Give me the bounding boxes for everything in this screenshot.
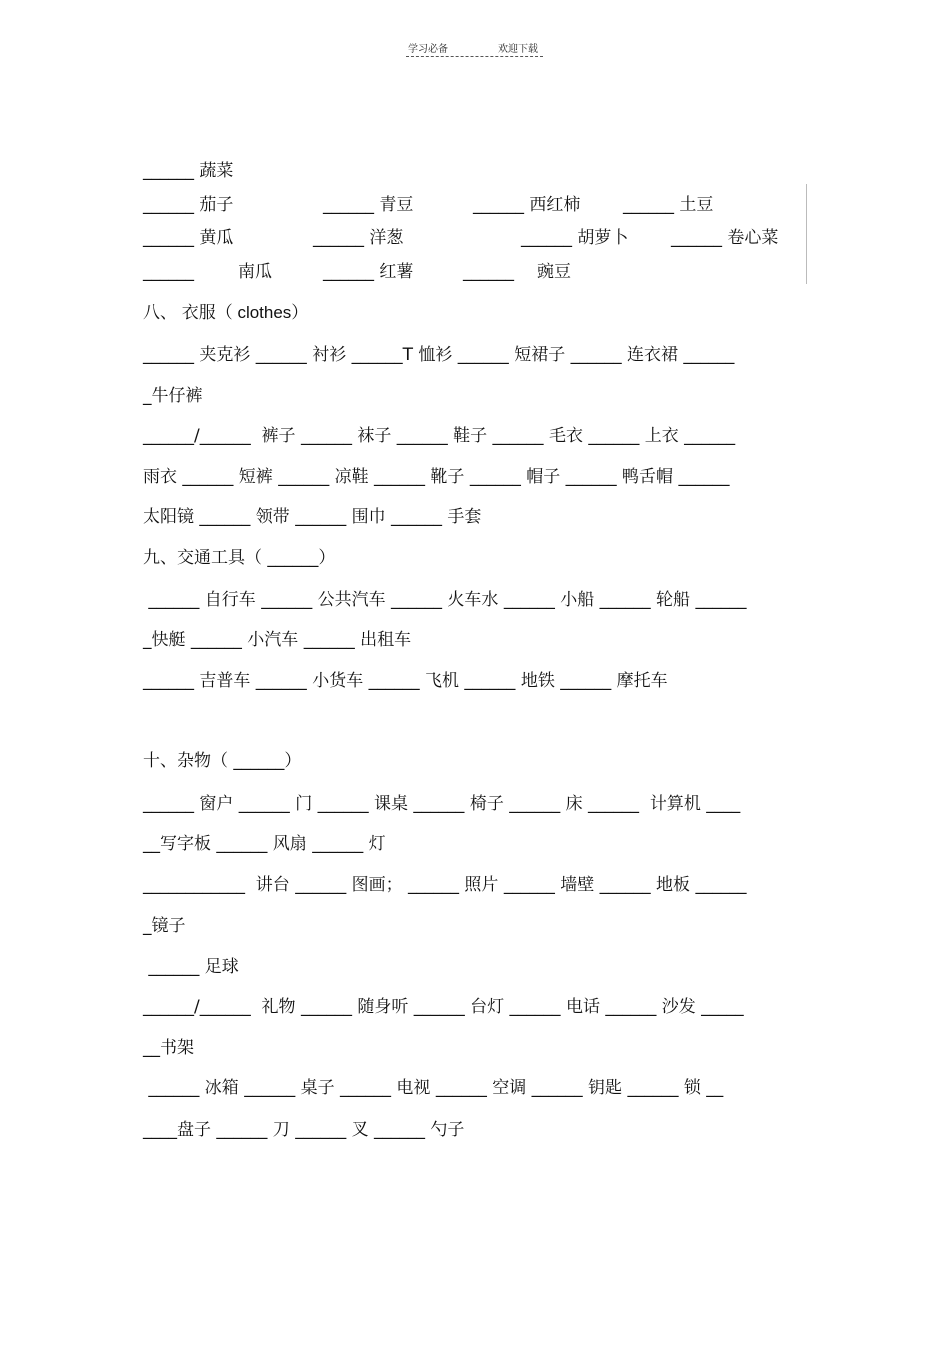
clothes-line: ______/______ 裤子 ______ 袜子 ______ 鞋子 ______ 毛衣 ______ 上衣 ______ [143, 426, 736, 446]
veg-blank: ______ [463, 262, 514, 282]
clothes-line: 雨衣 ______ 短裤 ______ 凉鞋 ______ 靴子 ______ 帽子 ______ 鸭舌帽 ______ [143, 467, 730, 487]
misc-line: ____盘子 ______ 刀 ______ 叉 ______ 勺子 [143, 1120, 465, 1140]
veg-item: ______ 洋葱 [313, 228, 404, 248]
veg-item: ______ 茄子 [143, 195, 234, 215]
misc-line: _镜子 [143, 916, 186, 936]
misc-line: ______ 冰箱 ______ 桌子 ______ 电视 ______ 空调 ______ 钥匙 ______ 锁 __ [143, 1078, 724, 1098]
veg-item: ______ 卷心菜 [671, 228, 779, 248]
misc-line: __写字板 ______ 风扇 ______ 灯 [143, 834, 386, 854]
clothes-line: ______ 夹克衫 ______ 衬衫 ______T 恤衫 ______ 短裙子 ______ 连衣裙 ______ [143, 345, 735, 365]
clothes-line: 太阳镜 ______ 领带 ______ 围巾 ______ 手套 [143, 507, 482, 527]
misc-line: __书架 [143, 1038, 194, 1058]
veg-item: ______ 土豆 [623, 195, 714, 215]
header-right-text: 欢迎下载 [498, 44, 538, 55]
header-left-text: 学习必备 [408, 44, 448, 55]
transport-line: _快艇 ______ 小汽车 ______ 出租车 [143, 630, 412, 650]
misc-line: ______/______ 礼物 ______ 随身听 ______ 台灯 ______ 电话 ______ 沙发 _____ [143, 997, 744, 1017]
clothes-line: _牛仔裤 [143, 386, 203, 406]
section-heading-clothes: 八、 衣服（ clothes） [143, 303, 309, 322]
section-heading-misc: 十、杂物（ ______） [143, 751, 302, 771]
veg-item: ______ 黄瓜 [143, 228, 234, 248]
veg-label: 南瓜 [238, 262, 272, 282]
misc-line: ____________ 讲台 ______ 图画； ______ 照片 ______ 墙壁 ______ 地板 ______ [143, 875, 747, 895]
misc-line: ______ 足球 [143, 957, 239, 977]
veg-item: ______ 胡萝卜 [521, 228, 629, 248]
veg-item: ______ 红薯 [323, 262, 414, 282]
transport-line: ______ 自行车 ______ 公共汽车 ______ 火车水 ______ 小船 ______ 轮船 ______ [143, 590, 747, 610]
veg-label: 豌豆 [537, 262, 571, 282]
veg-item: ______ 西红柿 [473, 195, 581, 215]
table-right-border [806, 184, 807, 284]
misc-line: ______ 窗户 ______ 门 ______ 课桌 ______ 椅子 ______ 床 ______ 计算机 ____ [143, 794, 741, 814]
veg-item: ______ 青豆 [323, 195, 414, 215]
veg-blank: ______ [143, 262, 194, 282]
transport-line: ______ 吉普车 ______ 小货车 ______ 飞机 ______ 地铁 ______ 摩托车 [143, 671, 668, 691]
page-header [406, 38, 543, 57]
veg-title: ______ 蔬菜 [143, 161, 234, 181]
section-heading-transport: 九、交通工具（ ______） [143, 548, 336, 568]
